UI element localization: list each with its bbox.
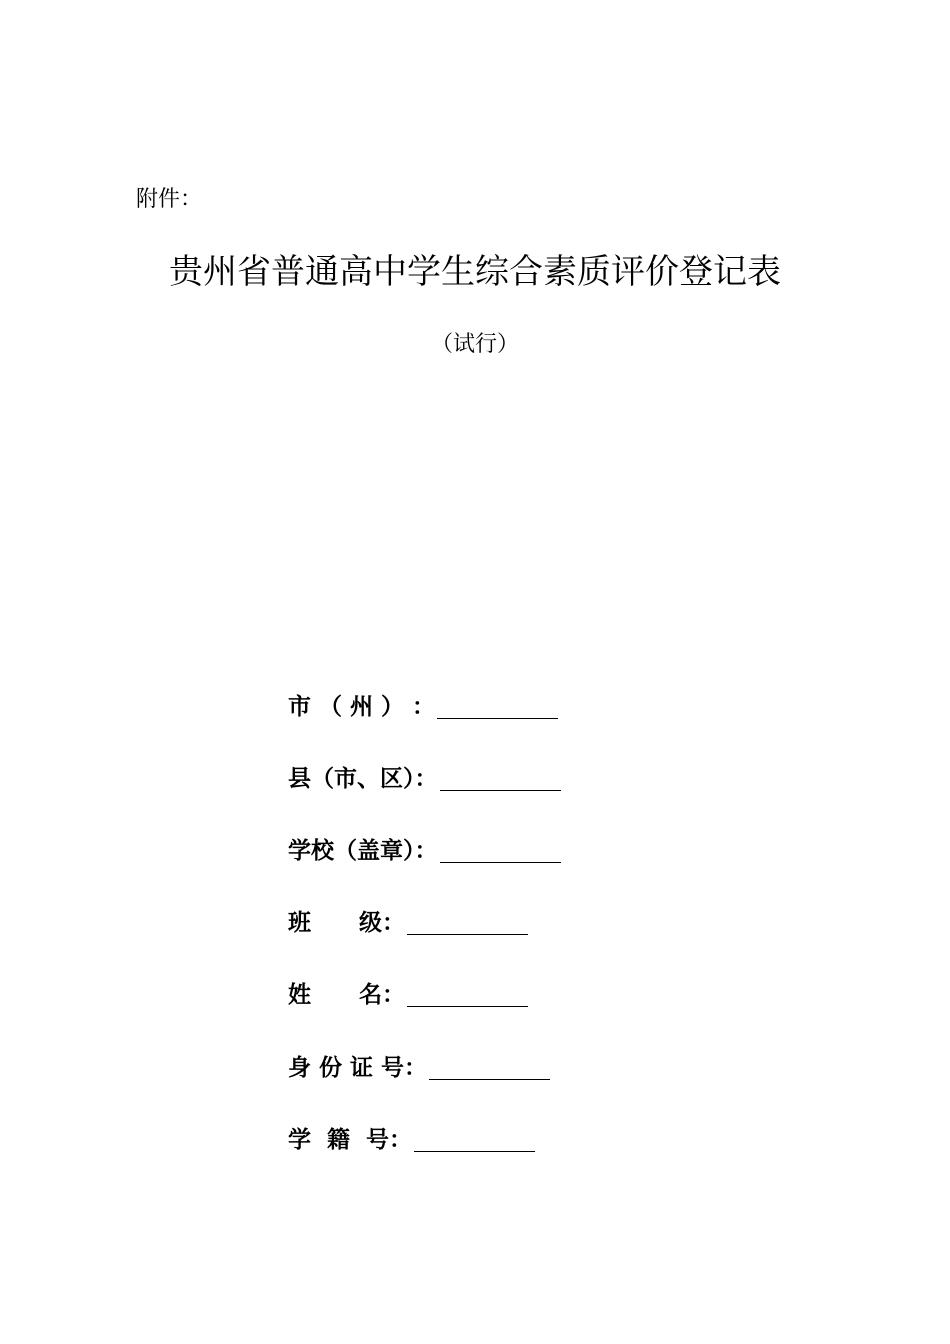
form-row-school (288, 832, 561, 866)
id-number-field[interactable] (429, 1079, 550, 1080)
student-number-label: 学 籍 号： (288, 1127, 413, 1153)
name-field[interactable] (407, 1006, 528, 1007)
student-number-field[interactable] (414, 1151, 535, 1152)
city-field[interactable] (437, 718, 558, 719)
school-field[interactable] (440, 862, 561, 863)
class-label: 班 级： (288, 910, 406, 936)
page-title: 贵州省普通高中学生综合素质评价登记表 (169, 252, 781, 292)
id-number-label: 身 份 证 号： (288, 1055, 428, 1081)
form-row-class (288, 904, 528, 938)
county-field[interactable] (440, 790, 561, 791)
page-subtitle: （试行） (430, 332, 519, 357)
form-row-city (288, 688, 558, 722)
city-label: 市 （ 州 ） ： (288, 694, 436, 720)
county-label: 县（市、区）： (288, 766, 438, 792)
attachment-label: 附件： (136, 187, 203, 212)
name-label: 姓 名： (288, 982, 406, 1008)
school-label: 学校（盖章）： (288, 838, 438, 864)
form-row-id-number (288, 1049, 550, 1083)
form-row-student-number (288, 1121, 535, 1155)
class-field[interactable] (407, 934, 528, 935)
form-row-name (288, 976, 528, 1010)
form-row-county (288, 760, 561, 794)
